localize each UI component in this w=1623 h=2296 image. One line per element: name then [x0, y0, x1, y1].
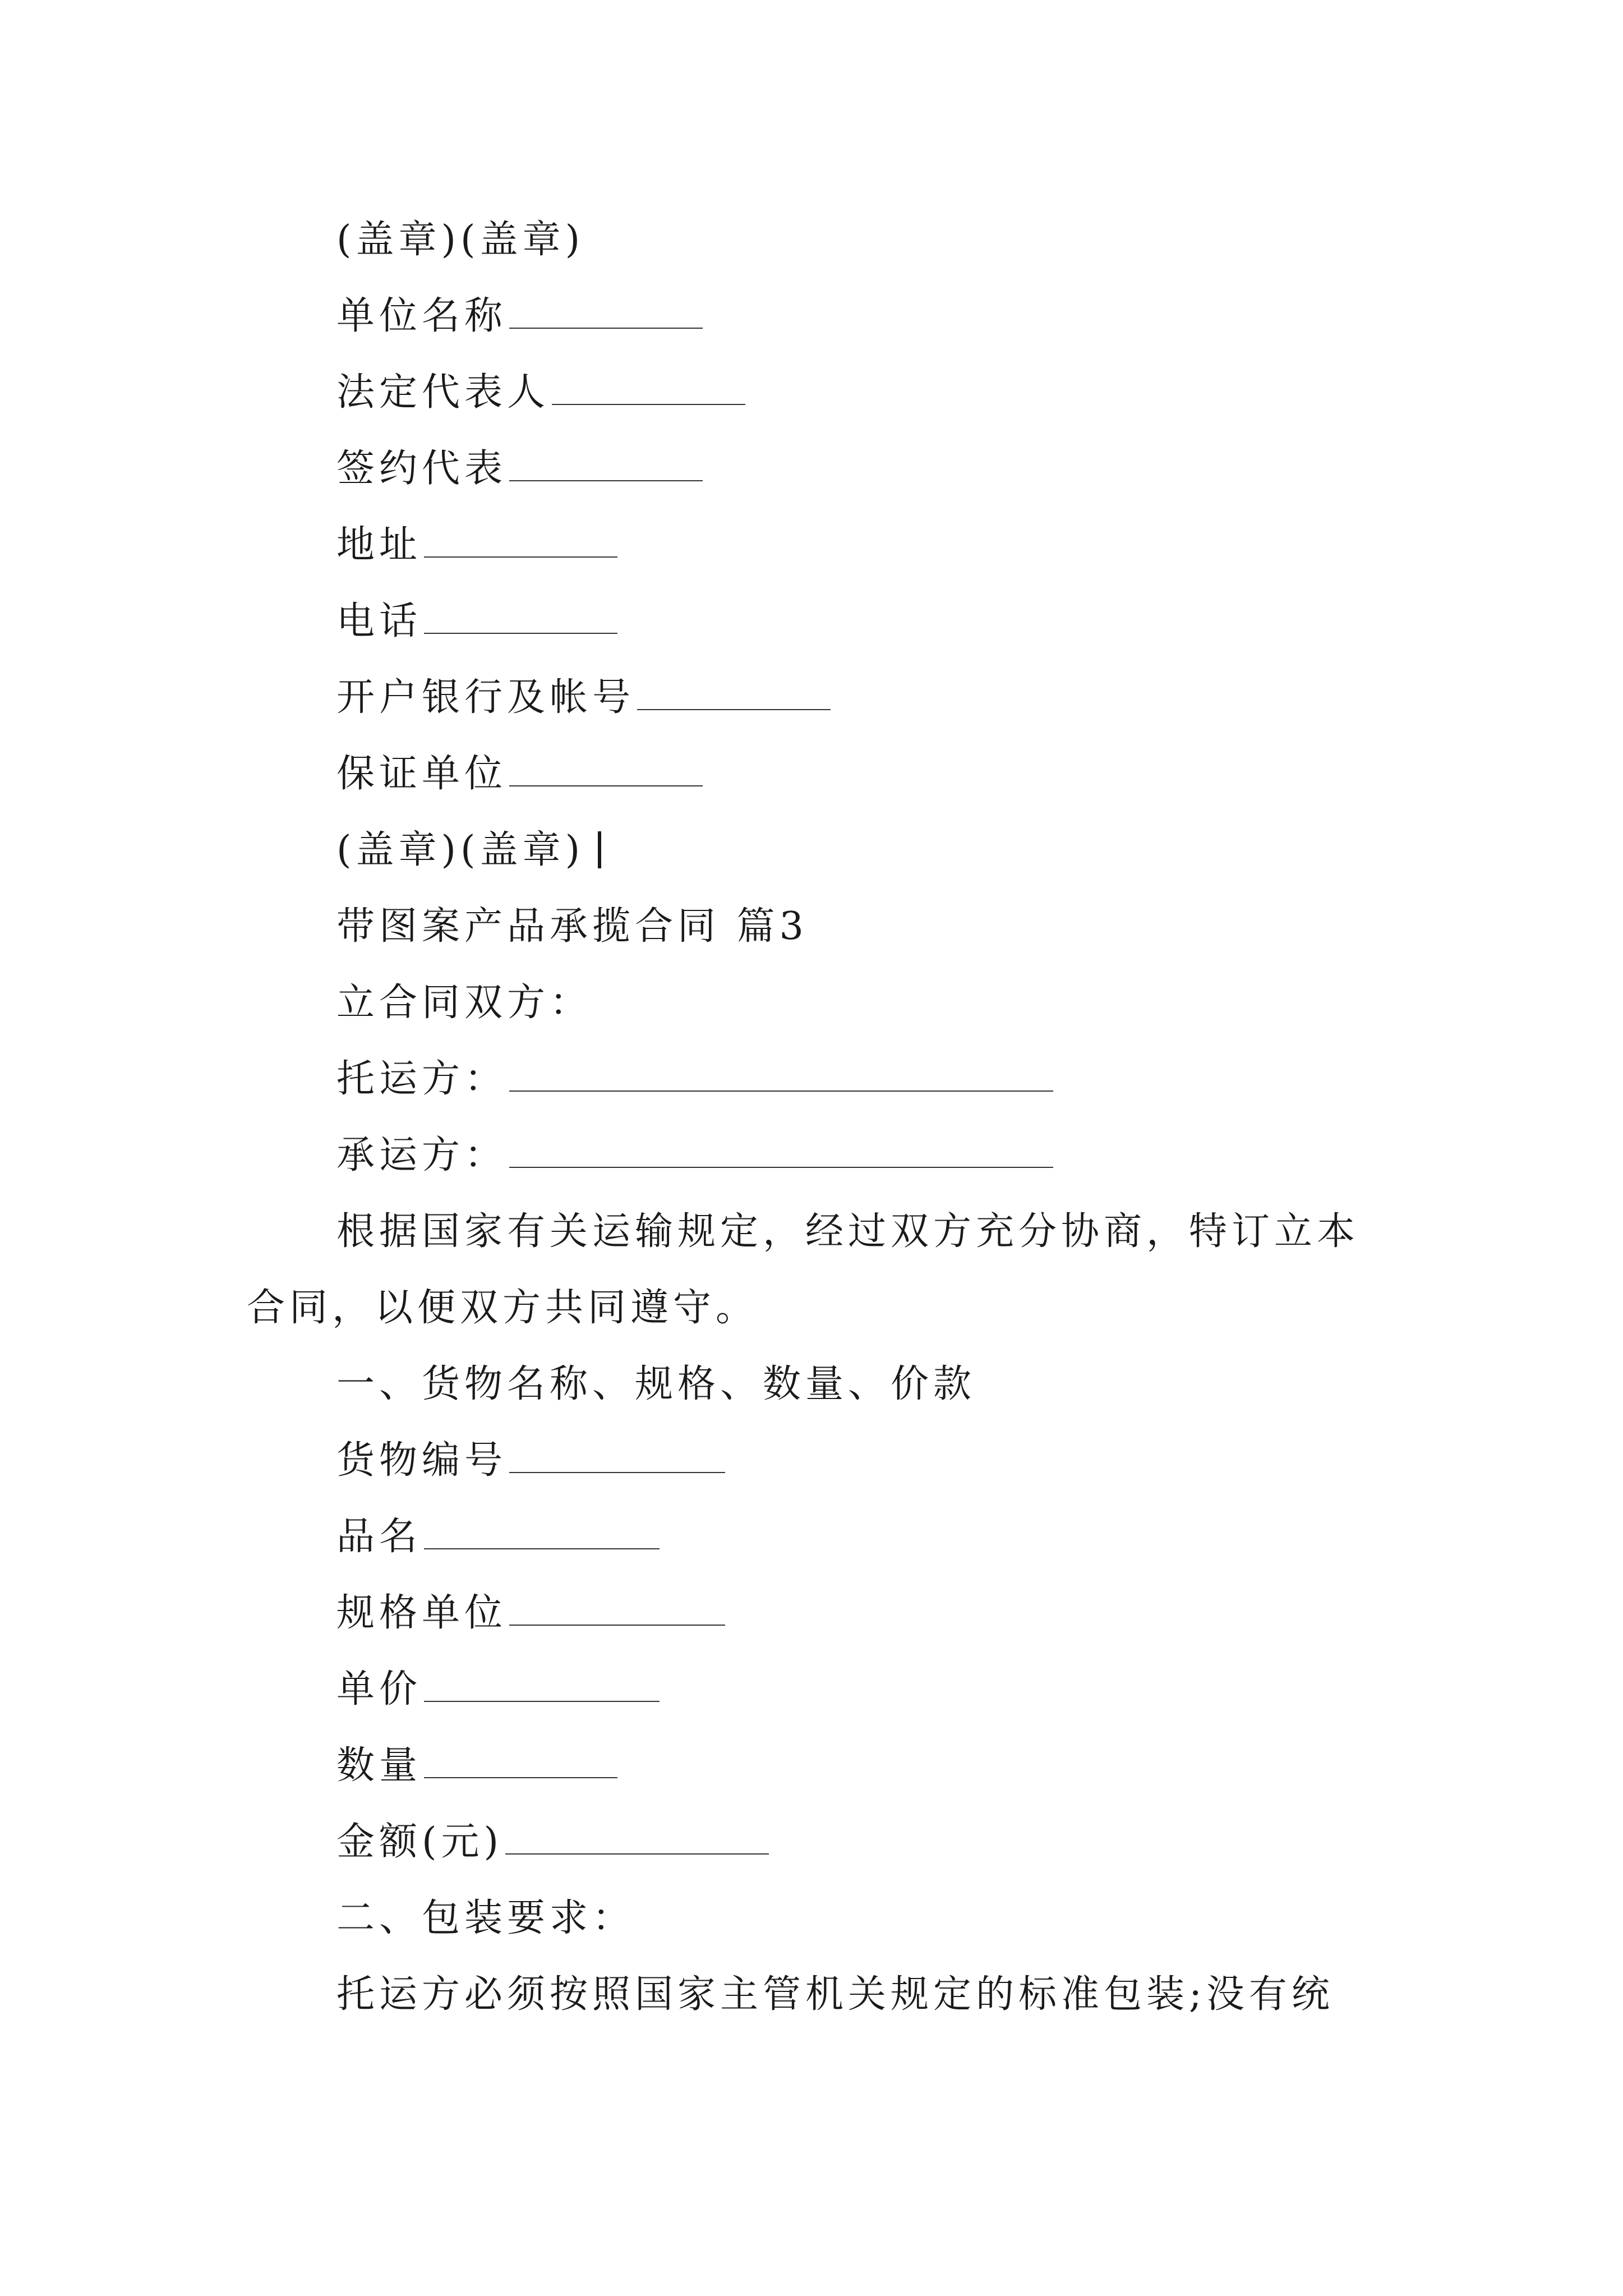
- section-heading: [336, 1896, 635, 1941]
- fill-blank[interactable]: [505, 1820, 769, 1855]
- field-label: 托运方：: [336, 1057, 508, 1101]
- form-field: [336, 1667, 660, 1712]
- form-field: [336, 1133, 1053, 1178]
- fill-blank[interactable]: [509, 1133, 1053, 1168]
- form-field: [336, 1591, 725, 1636]
- field-label: 开户银行及帐号: [336, 675, 635, 720]
- text-cursor: [598, 831, 601, 868]
- field-label: 品名: [336, 1515, 422, 1559]
- field-label: 承运方：: [336, 1133, 508, 1177]
- text-line: [336, 828, 601, 873]
- form-field: [336, 447, 703, 491]
- fill-blank[interactable]: [509, 447, 703, 481]
- field-label: 签约代表: [336, 447, 508, 491]
- fill-blank[interactable]: [424, 1515, 660, 1549]
- paragraph-line: [247, 1286, 758, 1331]
- fill-blank[interactable]: [509, 1591, 725, 1626]
- fill-blank[interactable]: [509, 752, 703, 786]
- seal-label: (盖章)(盖章): [336, 828, 585, 872]
- form-field: [336, 294, 703, 339]
- field-label: 数量: [336, 1743, 422, 1788]
- field-label: 规格单位: [336, 1591, 508, 1635]
- field-label: 法定代表人: [336, 370, 550, 415]
- form-field: [336, 370, 745, 415]
- seal-label: (盖章)(盖章): [336, 218, 585, 262]
- paragraph-line: [336, 1209, 1359, 1254]
- heading-text: 一、货物名称、规格、数量、价款: [336, 1362, 976, 1406]
- text-line: [336, 981, 592, 1025]
- section-heading: [336, 1362, 976, 1407]
- field-label: 保证单位: [336, 752, 508, 796]
- text-line: [336, 218, 584, 263]
- section-heading: [336, 904, 808, 949]
- fill-blank[interactable]: [552, 370, 745, 405]
- form-field: [336, 1438, 725, 1483]
- form-field: [336, 1820, 769, 1865]
- heading-text: 带图案产品承揽合同 篇3: [336, 904, 808, 949]
- field-label: 货物编号: [336, 1438, 508, 1483]
- heading-text: 二、包装要求：: [336, 1896, 635, 1940]
- form-field: [336, 1057, 1053, 1102]
- fill-blank[interactable]: [424, 1743, 617, 1778]
- field-label: 电话: [336, 599, 422, 643]
- form-field: [336, 1515, 660, 1559]
- form-field: [336, 1743, 617, 1788]
- field-label: 地址: [336, 523, 422, 567]
- fill-blank[interactable]: [509, 1438, 725, 1473]
- form-field: [336, 752, 703, 797]
- paragraph-line: [336, 1972, 1334, 2017]
- field-label: 金额(元): [336, 1820, 504, 1864]
- paragraph-text: 合同，以便双方共同遵守。: [247, 1286, 759, 1330]
- fill-blank[interactable]: [637, 675, 831, 710]
- fill-blank[interactable]: [509, 1057, 1053, 1092]
- paragraph-text: 根据国家有关运输规定，经过双方充分协商，特订立本: [336, 1209, 1360, 1254]
- form-field: [336, 599, 617, 644]
- field-label: 单价: [336, 1667, 422, 1711]
- fill-blank[interactable]: [424, 523, 617, 558]
- paragraph-text: 立合同双方：: [336, 981, 593, 1025]
- field-label: 单位名称: [336, 294, 508, 338]
- paragraph-text: 托运方必须按照国家主管机关规定的标准包装;没有统: [336, 1972, 1334, 2017]
- fill-blank[interactable]: [424, 599, 617, 634]
- form-field: [336, 523, 617, 568]
- form-field: [336, 675, 831, 720]
- fill-blank[interactable]: [424, 1667, 660, 1702]
- fill-blank[interactable]: [509, 294, 703, 329]
